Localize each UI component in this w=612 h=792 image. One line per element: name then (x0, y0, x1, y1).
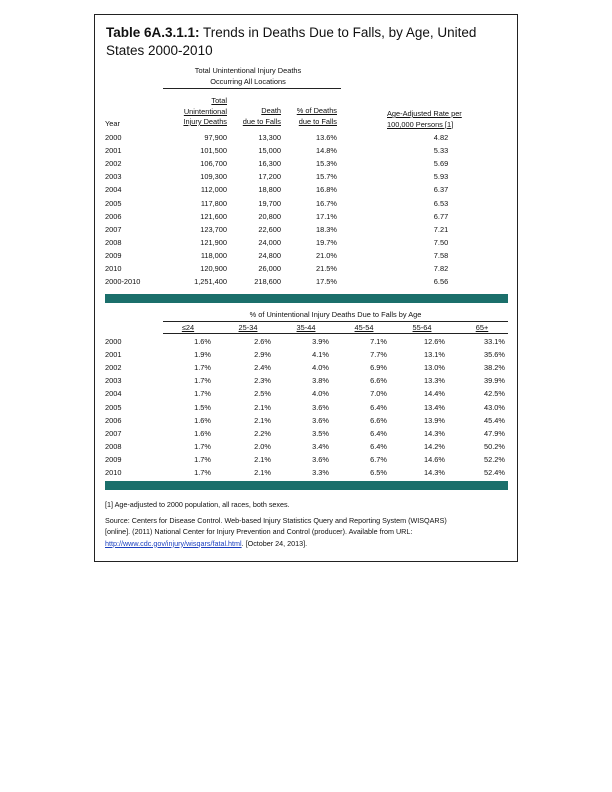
table-number: Table 6A.3.1.1: (106, 25, 200, 40)
cell-total: 101,500 (200, 146, 227, 156)
cell-pct: 21.0% (316, 250, 337, 260)
group-header-line2: Occurring All Locations (210, 77, 286, 86)
col-header-falls-2: due to Falls (242, 116, 281, 126)
cell-age-1: 2.6% (254, 337, 271, 346)
table-row (95, 225, 519, 238)
table-row (95, 159, 519, 172)
cell-pct: 16.8% (316, 185, 337, 195)
cell-total: 121,900 (200, 237, 227, 247)
cell-age-2: 3.9% (312, 337, 329, 346)
age-header-0: ≤24 (181, 323, 195, 332)
cell-falls: 13,300 (258, 133, 281, 142)
cell-age-4: 13.0% (424, 363, 445, 373)
col-header-total (163, 96, 227, 128)
cell-age-5: 43.0% (484, 402, 505, 412)
cell-rate: 6.37 (433, 185, 449, 195)
cell-falls: 22,600 (258, 224, 281, 234)
cell-age-3: 6.4% (370, 428, 387, 438)
cell-age-0: 1.7% (194, 363, 211, 373)
cell-age-5: 52.2% (484, 454, 505, 464)
table-row (95, 172, 519, 185)
cell-age-5: 50.2% (484, 441, 505, 451)
cell-falls: 20,800 (258, 211, 281, 221)
age-header-1: 25-34 (238, 323, 258, 332)
col-header-pct-1: % of Deaths (296, 106, 337, 115)
table-row (95, 455, 519, 468)
cell-total: 97,900 (204, 133, 227, 142)
table-row (95, 337, 519, 350)
table-row (95, 389, 519, 402)
cell-pct: 16.7% (316, 198, 337, 208)
cell-age-5: 42.5% (484, 389, 505, 399)
cell-year: 2003 (105, 376, 122, 386)
cell-falls: 26,000 (258, 264, 281, 273)
cell-age-0: 1.7% (194, 441, 211, 451)
age-header-5: 65+ (475, 323, 489, 332)
cell-year: 2000 (105, 337, 122, 346)
cell-age-0: 1.6% (194, 415, 211, 425)
footnote-1: [1] Age-adjusted to 2000 population, all races, both sexes. (105, 500, 290, 509)
cell-age-2: 3.6% (312, 415, 329, 425)
cell-age-5: 39.9% (484, 376, 505, 386)
cell-age-0: 1.9% (194, 350, 211, 360)
cell-year: 2003 (105, 172, 122, 182)
divider-band-2 (105, 481, 508, 490)
cell-age-2: 3.6% (312, 454, 329, 464)
cell-pct: 17.5% (316, 277, 337, 287)
cell-rate: 6.56 (433, 277, 449, 287)
cell-age-1: 2.0% (254, 441, 271, 451)
cell-age-5: 52.4% (484, 468, 505, 477)
col-header-year: Year (105, 119, 120, 128)
cell-age-2: 4.1% (312, 350, 329, 360)
cell-pct: 18.3% (316, 224, 337, 234)
cell-pct: 15.7% (316, 172, 337, 182)
cell-age-0: 1.5% (194, 402, 211, 412)
col-header-pct (287, 106, 337, 127)
cell-year: 2002 (105, 363, 122, 373)
cell-year: 2007 (105, 428, 122, 438)
cell-falls: 15,000 (258, 146, 281, 156)
cell-rate: 7.82 (433, 264, 449, 273)
table-row (95, 468, 519, 481)
table-row (95, 277, 519, 290)
cell-age-5: 38.2% (484, 363, 505, 373)
cell-pct: 13.6% (316, 133, 337, 142)
cell-total: 109,300 (200, 172, 227, 182)
cell-age-1: 2.5% (254, 389, 271, 399)
col-header-rate (387, 109, 487, 130)
cell-year: 2000-2010 (105, 277, 141, 287)
cell-falls: 24,000 (258, 237, 281, 247)
table-row (95, 442, 519, 455)
col-header-total-1: Total (211, 96, 227, 105)
cell-age-2: 4.0% (312, 363, 329, 373)
cell-age-0: 1.6% (194, 337, 211, 346)
cell-pct: 14.8% (316, 146, 337, 156)
cell-age-3: 7.0% (370, 389, 387, 399)
cell-rate: 4.82 (433, 133, 449, 142)
cell-age-4: 12.6% (424, 337, 445, 346)
cell-rate: 7.21 (433, 224, 449, 234)
age-header-rule (163, 333, 508, 334)
cell-year: 2008 (105, 441, 122, 451)
cell-age-4: 14.3% (424, 428, 445, 438)
col-header-falls (231, 106, 281, 127)
table-title (106, 24, 511, 60)
cell-age-2: 3.5% (312, 428, 329, 438)
table-row (95, 403, 519, 416)
col-header-rate-2: 100,000 Persons [1] (387, 119, 454, 129)
cell-year: 2001 (105, 350, 122, 360)
source-link[interactable]: http://www.cdc.gov/injury/wisqars/fatal.html (105, 538, 242, 548)
cell-rate: 7.50 (433, 237, 449, 247)
cell-falls: 218,600 (254, 277, 281, 287)
cell-rate: 5.33 (433, 146, 449, 156)
cell-age-4: 13.9% (424, 415, 445, 425)
cell-total: 123,700 (200, 224, 227, 234)
cell-age-3: 7.7% (370, 350, 387, 360)
cell-rate: 6.77 (433, 211, 449, 221)
cell-year: 2008 (105, 237, 122, 247)
cell-pct: 19.7% (316, 237, 337, 247)
cell-age-3: 6.5% (370, 468, 387, 477)
cell-age-3: 6.7% (370, 454, 387, 464)
cell-pct: 17.1% (316, 211, 337, 221)
cell-age-4: 13.3% (424, 376, 445, 386)
cell-rate: 6.53 (433, 198, 449, 208)
group-header-total-deaths (173, 65, 323, 87)
table-row (95, 212, 519, 225)
cell-age-1: 2.4% (254, 363, 271, 373)
table-row (95, 199, 519, 212)
cell-age-3: 6.9% (370, 363, 387, 373)
table-row (95, 146, 519, 159)
cell-age-0: 1.7% (194, 376, 211, 386)
cell-pct: 21.5% (316, 264, 337, 273)
cell-year: 2007 (105, 224, 122, 234)
table-row (95, 363, 519, 376)
source-line-1: Source: Centers for Disease Control. Web-based Injury Statistics Query and Reporting System (WISQARS) (105, 515, 447, 525)
cell-falls: 18,800 (258, 185, 281, 195)
cell-total: 112,000 (200, 185, 227, 195)
cell-total: 121,600 (200, 211, 227, 221)
cell-age-5: 47.9% (484, 428, 505, 438)
age-header-3: 45-54 (354, 323, 374, 332)
cell-age-0: 1.6% (194, 428, 211, 438)
cell-age-2: 3.4% (312, 441, 329, 451)
cell-age-0: 1.7% (194, 454, 211, 464)
table-title-text: Trends in Deaths Due to Falls, by Age, United States 2000-2010 (106, 25, 477, 58)
cell-year: 2001 (105, 146, 122, 156)
cell-year: 2010 (105, 264, 122, 273)
cell-rate: 7.58 (433, 250, 449, 260)
cell-age-3: 6.4% (370, 441, 387, 451)
age-group-rule (163, 321, 508, 322)
table-notes (105, 499, 509, 549)
cell-year: 2006 (105, 415, 122, 425)
cell-age-1: 2.2% (254, 428, 271, 438)
cell-falls: 16,300 (258, 159, 281, 169)
table-row (95, 238, 519, 251)
cell-age-3: 6.6% (370, 376, 387, 386)
cell-falls: 19,700 (258, 198, 281, 208)
cell-year: 2009 (105, 454, 122, 464)
cell-rate: 5.93 (433, 172, 449, 182)
source-line-3 (105, 538, 509, 550)
cell-age-2: 3.8% (312, 376, 329, 386)
cell-total: 120,900 (200, 264, 227, 273)
table-row (95, 416, 519, 429)
cell-falls: 24,800 (258, 250, 281, 260)
cell-total: 117,800 (200, 198, 227, 208)
cell-total: 106,700 (200, 159, 227, 169)
cell-age-1: 2.1% (254, 454, 271, 464)
col-header-pct-2: due to Falls (298, 116, 337, 126)
cell-age-2: 3.3% (312, 468, 329, 477)
cell-age-1: 2.1% (254, 468, 271, 477)
col-header-falls-1: Death (261, 106, 281, 115)
col-header-total-2: Unintentional (183, 106, 227, 116)
age-header-4: 55-64 (412, 323, 432, 332)
cell-age-5: 35.6% (484, 350, 505, 360)
cell-year: 2006 (105, 211, 122, 221)
cell-falls: 17,200 (258, 172, 281, 182)
cell-age-0: 1.7% (194, 389, 211, 399)
cell-age-1: 2.9% (254, 350, 271, 360)
cell-year: 2009 (105, 250, 122, 260)
table-row (95, 185, 519, 198)
table-row (95, 133, 519, 146)
cell-year: 2002 (105, 159, 122, 169)
group-header-rule (163, 88, 341, 89)
cell-age-3: 6.6% (370, 415, 387, 425)
cell-year: 2005 (105, 198, 122, 208)
cell-age-1: 2.3% (254, 376, 271, 386)
cell-year: 2004 (105, 389, 122, 399)
cell-year: 2005 (105, 402, 122, 412)
cell-pct: 15.3% (316, 159, 337, 169)
group-header-age: % of Unintentional Injury Deaths Due to Falls by Age (249, 310, 422, 319)
age-header-2: 35-44 (296, 323, 316, 332)
table-row (95, 376, 519, 389)
cell-age-3: 6.4% (370, 402, 387, 412)
cell-age-5: 33.1% (484, 337, 505, 346)
cell-age-2: 4.0% (312, 389, 329, 399)
table-row (95, 429, 519, 442)
cell-age-1: 2.1% (254, 402, 271, 412)
divider-band-1 (105, 294, 508, 303)
source-date: . [October 24, 2013]. (241, 538, 308, 548)
cell-year: 2004 (105, 185, 122, 195)
source-line-2: [online]. (2011) National Center for Injury Prevention and Control (producer). Available from URL: (105, 527, 413, 536)
cell-age-2: 3.6% (312, 402, 329, 412)
cell-age-4: 14.4% (424, 389, 445, 399)
cell-year: 2000 (105, 133, 122, 142)
cell-age-0: 1.7% (194, 468, 211, 477)
col-header-rate-1: Age-Adjusted Rate per (387, 109, 462, 118)
cell-age-4: 14.3% (424, 468, 445, 477)
cell-age-4: 14.2% (424, 441, 445, 451)
cell-rate: 5.69 (433, 159, 449, 169)
cell-year: 2010 (105, 468, 122, 477)
table-row (95, 264, 519, 277)
group-header-line1: Total Unintentional Injury Deaths (194, 66, 302, 75)
cell-age-4: 14.6% (424, 454, 445, 464)
cell-age-4: 13.1% (424, 350, 445, 360)
cell-age-3: 7.1% (370, 337, 387, 346)
table-frame (94, 14, 518, 562)
cell-total: 118,000 (200, 250, 227, 260)
cell-age-1: 2.1% (254, 415, 271, 425)
col-header-total-3: Injury Deaths (183, 117, 227, 126)
table-row (95, 350, 519, 363)
cell-age-5: 45.4% (484, 415, 505, 425)
cell-age-4: 13.4% (424, 402, 445, 412)
cell-total: 1,251,400 (194, 277, 227, 287)
table-row (95, 251, 519, 264)
